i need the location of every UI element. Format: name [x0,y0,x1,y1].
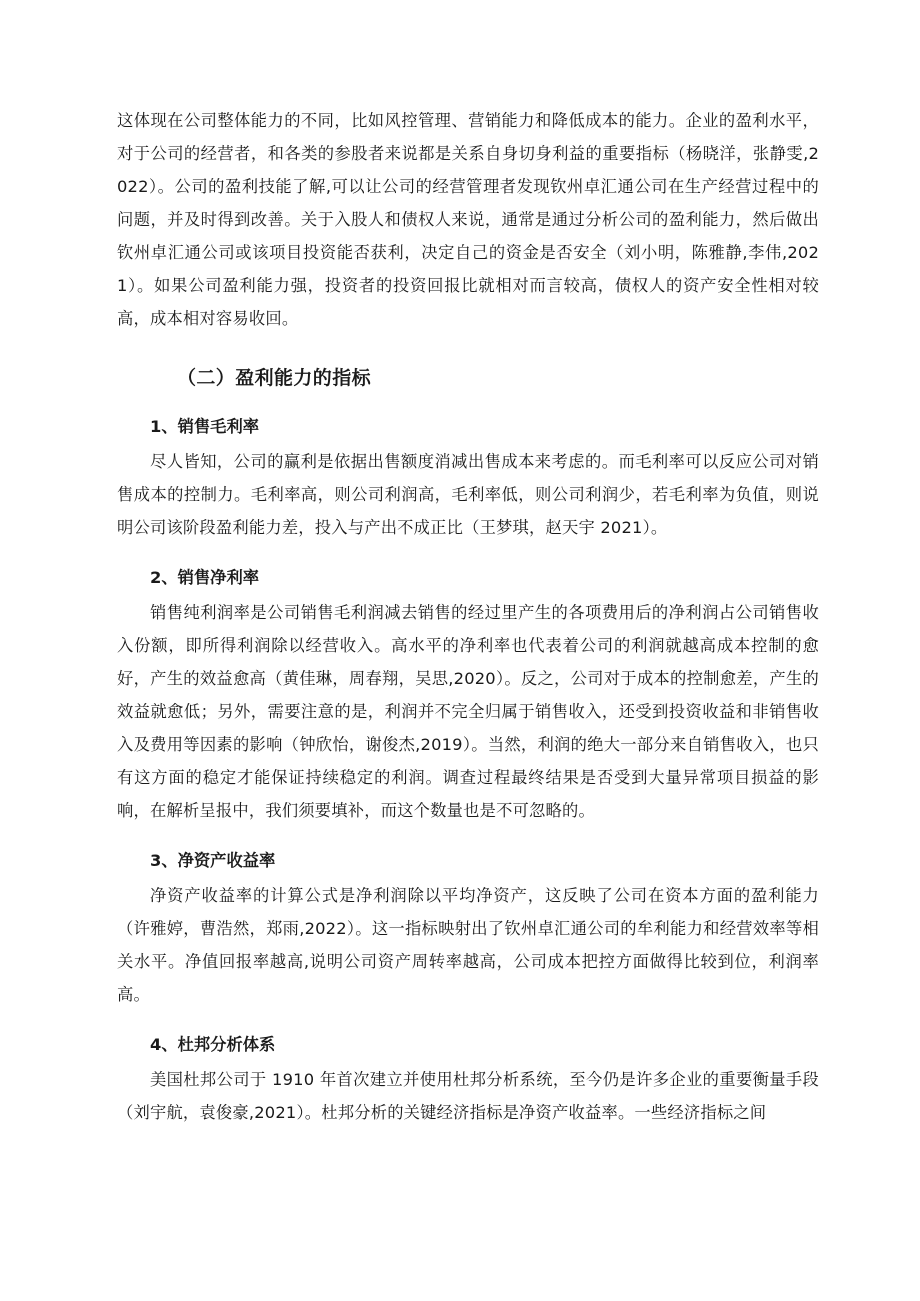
intro-paragraph: 这体现在公司整体能力的不同，比如风控管理、营销能力和降低成本的能力。企业的盈利水平，对于公司的经营者，和各类的参股者来说都是关系自身切身利益的重要指标（杨晓洋，张静雯,2022）。公司的盈利技能了解,可以让公司的经营管理者发现钦州卓汇通公司在生产经营过程中的问题，并及时得到改善。关于入股人和债权人来说，通常是通过分析公司的盈利能力，然后做出钦州卓汇通公司或该项目投资能否获利，决定自己的资金是否安全（刘小明，陈雅静,李伟,2021）。如果公司盈利能力强，投资者的投资回报比就相对而言较高，债权人的资产安全性相对较高，成本相对容易收回。 [117,111,819,328]
subheading-gross-margin: 1、销售毛利率 [150,417,260,436]
subheading-roe: 3、净资产收益率 [150,851,276,870]
subheading-net-margin: 2、销售净利率 [150,568,260,587]
paragraph-roe: 净资产收益率的计算公式是净利润除以平均净资产，这反映了公司在资本方面的盈利能力（许雅婷，曹浩然，郑雨,2022）。这一指标映射出了钦州卓汇通公司的牟利能力和经营效率等相关水平。净值回报率越高,说明公司资产周转率越高，公司成本把控方面做得比较到位，利润率高。 [117,886,819,1004]
subheading-dupont: 4、杜邦分析体系 [150,1035,276,1054]
section-heading: （二）盈利能力的指标 [177,367,372,389]
paragraph-net-margin: 销售纯利润率是公司销售毛利润减去销售的经过里产生的各项费用后的净利润占公司销售收入份额，即所得利润除以经营收入。高水平的净利率也代表着公司的利润就越高成本控制的愈好，产生的效益愈高（黄佳琳，周春翔，吴思,2020）。反之，公司对于成本的控制愈差，产生的效益就愈低；另外，需要注意的是，利润并不完全归属于销售收入，还受到投资收益和非销售收入及费用等因素的影响（钟欣怡，谢俊杰,2019）。当然，利润的绝大一部分来自销售收入，也只有这方面的稳定才能保证持续稳定的利润。调查过程最终结果是否受到大量异常项目损益的影响，在解析呈报中，我们须要填补，而这个数量也是不可忽略的。 [117,603,819,820]
document-body [117,104,819,1129]
paragraph-dupont: 美国杜邦公司于 1910 年首次建立并使用杜邦分析系统，至今仍是许多企业的重要衡量手段（刘宇航，袁俊豪,2021）。杜邦分析的关键经济指标是净资产收益率。一些经济指标之间 [117,1070,819,1122]
paragraph-gross-margin: 尽人皆知，公司的赢利是依据出售额度消减出售成本来考虑的。而毛利率可以反应公司对销售成本的控制力。毛利率高，则公司利润高，毛利率低，则公司利润少，若毛利率为负值，则说明公司该阶段盈利能力差，投入与产出不成正比（王梦琪，赵天宇 2021）。 [117,452,819,537]
